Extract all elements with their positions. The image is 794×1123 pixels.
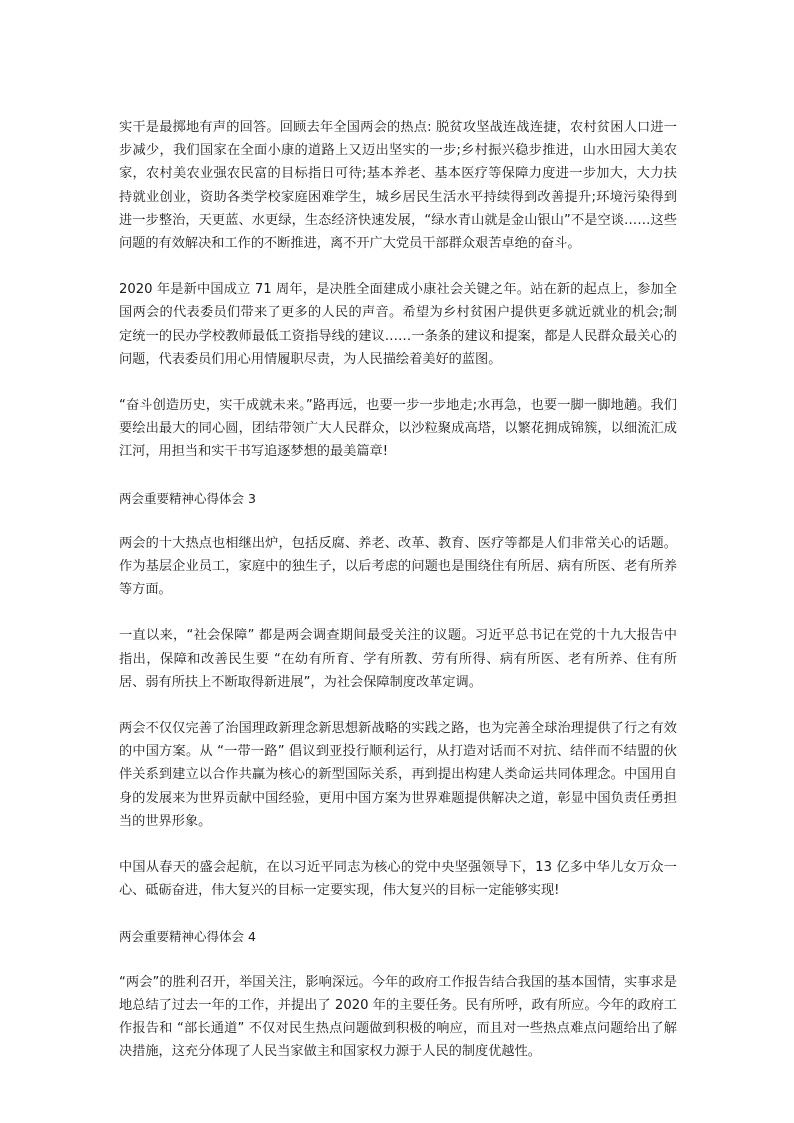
section-heading-3: 两会重要精神心得体会 3: [119, 490, 256, 506]
paragraph-social-security: 一直以来，“社会保障” 都是两会调查期间最受关注的议题。习近平总书记在党的十九大报告中指出，保障和改善民生要 “在幼有所育、学有所教、劳有所得、病有所医、老有所养、住有所居、弱有所扶上不断取得新进展”，为社会保障制度改革定调。: [119, 628, 677, 690]
paragraph-global-governance: 两会不仅仅完善了治国理政新理念新思想新战略的实践之路，也为完善全球治理提供了行之有效的中国方案。从 “一带一路” 倡议到亚投行顺利运行，从打造对话而不对抗、结伴而不结盟的伙伴关系到建立以合作共赢为核心的新型国际关系，再到提出构建人类命运共同体理念。中国用自身的发展来为世界贡献中国经验，更用中国方案为世界难题提供解决之道，彰显中国负责任勇担当的世界形象。: [119, 721, 677, 829]
paragraph-2020-anniversary: 2020 年是新中国成立 71 周年，是决胜全面建成小康社会关键之年。站在新的起点上，参加全国两会的代表委员们带来了更多的人民的声音。希望为乡村贫困户提供更多就近就业的机会;制定统一的民办学校教师最低工资指导线的建议……一条条的建议和提案，都是人民群众最关心的问题，代表委员们用心用情履职尽责，为人民描绘着美好的蓝图。: [119, 282, 677, 367]
document-body: [119, 116, 677, 1064]
section-heading-4: 两会重要精神心得体会 4: [119, 929, 256, 945]
paragraph-spring-sailing: 中国从春天的盛会起航，在以习近平同志为核心的党中央坚强领导下，13 亿多中华儿女万众一心、砥砺奋进，伟大复兴的目标一定要实现，伟大复兴的目标一定能够实现!: [119, 860, 677, 899]
paragraph-struggle-history: “奋斗创造历史，实干成就未来。”路再远，也要一步一步地走;水再急，也要一脚一脚地趟。我们要绘出最大的同心圆，团结带领广大人民群众，以沙粒聚成高塔，以繁花拥成锦簇，以细流汇成江河，用担当和实干书写追逐梦想的最美篇章!: [119, 398, 677, 460]
paragraph-ten-hot-topics: 两会的十大热点也相继出炉，包括反腐、养老、改革、教育、医疗等都是人们非常关心的话题。作为基层企业员工，家庭中的独生子，以后考虑的问题也是围绕住有所居、病有所医、老有所养等方面。: [119, 535, 677, 598]
paragraph-practice-answer: 实干是最掷地有声的回答。回顾去年全国两会的热点: 脱贫攻坚战连战连捷，农村贫困人口进一步减少，我们国家在全面小康的道路上又迈出坚实的一步;乡村振兴稳步推进，山水田园大美农家，农村美农业强农民富的目标指日可待;基本养老、基本医疗等保障力度进一步加大，大力扶持就业创业，资助各类学校家庭困难学生，城乡居民生活水平持续得到改善提升;环境污染得到进一步整治，天更蓝、水更绿，生态经济快速发展，“绿水青山就是金山银山”不是空谈……这些问题的有效解决和工作的不断推进，离不开广大党员干部群众艰苦卓绝的奋斗。: [119, 120, 677, 252]
paragraph-two-sessions-success: “两会”的胜利召开，举国关注，影响深远。今年的政府工作报告结合我国的基本国情，实事求是地总结了过去一年的工作，并提出了 2020 年的主要任务。民有所呼，政有所应。今年的政府工作报告和 “部长通道” 不仅对民生热点问题做到积极的响应，而且对一些热点难点问题给出了解决措施，这充分体现了人民当家做主和国家权力源于人民的制度优越性。: [119, 974, 677, 1060]
